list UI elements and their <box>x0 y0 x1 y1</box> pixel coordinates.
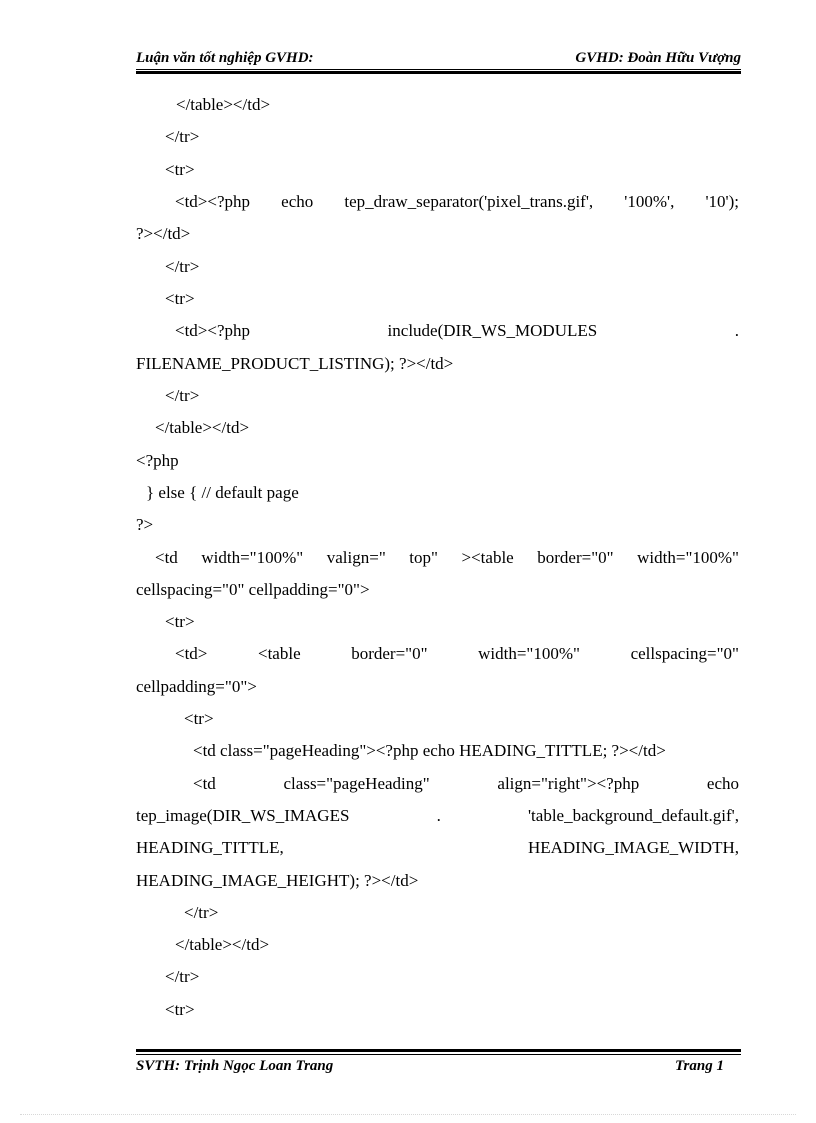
header-rule-thin <box>136 69 741 70</box>
code-line: </tr> <box>165 967 200 986</box>
code-line: <td> <table border="0" width="100%" cellspacing="0" <box>175 644 739 663</box>
code-line: cellpadding="0"> <box>136 677 257 696</box>
code-line: <td class="pageHeading" align="right"><?php echo <box>193 774 739 793</box>
code-line: HEADING_TITTLE, HEADING_IMAGE_WIDTH, <box>136 838 739 857</box>
code-line: <tr> <box>165 289 195 308</box>
footer-left: SVTH: Trịnh Ngọc Loan Trang <box>136 1058 334 1074</box>
code-line: </tr> <box>184 903 219 922</box>
code-line: ?></td> <box>136 224 191 243</box>
code-line: cellspacing="0" cellpadding="0"> <box>136 580 370 599</box>
code-line: </tr> <box>165 127 200 146</box>
code-line: <tr> <box>165 1000 195 1019</box>
code-line: </tr> <box>165 257 200 276</box>
code-line: <?php <box>136 451 179 470</box>
page-edge-divider <box>20 1114 796 1115</box>
code-line: HEADING_IMAGE_HEIGHT); ?></td> <box>136 871 419 890</box>
code-line: </table></td> <box>175 935 270 954</box>
code-line: FILENAME_PRODUCT_LISTING); ?></td> <box>136 354 454 373</box>
footer-rule-thick <box>136 1049 741 1052</box>
code-line: </table></td> <box>176 95 271 114</box>
code-line: </tr> <box>165 386 200 405</box>
header-left: Luận văn tốt nghiệp GVHD: <box>136 50 314 66</box>
code-line: <td><?php echo tep_draw_separator('pixel_trans.gif', '100%', '10'); <box>175 192 739 211</box>
code-line: <td class="pageHeading"><?php echo HEADING_TITTLE; ?></td> <box>193 741 666 760</box>
footer-rule-thin <box>136 1054 741 1055</box>
code-line: <tr> <box>165 160 195 179</box>
code-line: </table></td> <box>155 418 250 437</box>
header-right: GVHD: Đoàn Hữu Vượng <box>575 50 741 66</box>
code-line: <td><?php include(DIR_WS_MODULES . <box>175 321 739 340</box>
code-line: <tr> <box>184 709 214 728</box>
code-line: } else { // default page <box>146 483 299 502</box>
header-rule-thick <box>136 71 741 74</box>
code-line: ?> <box>136 515 154 534</box>
code-line: tep_image(DIR_WS_IMAGES . 'table_background_default.gif', <box>136 806 739 825</box>
code-line: <tr> <box>165 612 195 631</box>
code-line: <td width="100%" valign=" top" ><table border="0" width="100%" <box>155 548 739 567</box>
footer-right: Trang 1 <box>674 1058 724 1074</box>
